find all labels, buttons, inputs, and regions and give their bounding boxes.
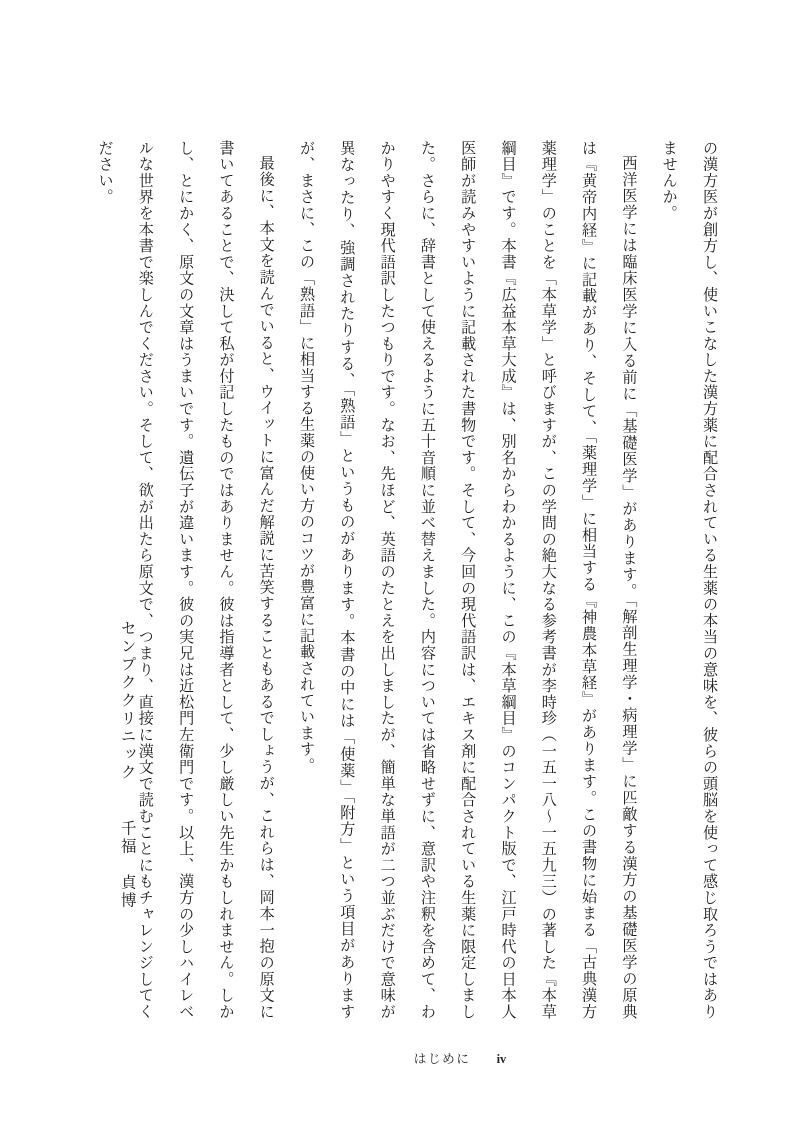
footer-page-number: iv [496,1052,507,1066]
paragraph-2: 西洋医学には臨床医学に入る前に「基礎医学」があります。「解剖生理学・病理学」に匹敵する漢方の基礎医学の原典は『黄帝内経』に記載があり、そして、「薬理学」に相当する『神農本草経』があります。この書物に始まる「古典漢方薬理学」のことを「本草学」と呼びますが、この学問の絶大なる参考書が李時珍（一五一八〜一五九三）の著した『本草綱目』です。本書『広益本草大成』は、別名からわかるように、この『本草綱目』のコンパクト版で、江戸時代の日本人医師が読みやすいように記載された書物です。そして、今回の現代語訳は、エキス剤に配合されている生薬に限定しました。さらに、辞書として使えるように五十音順に並べ替えました。内容については省略せずに、意訳や注釈を含めて、わかりやすく現代語訳したつもりです。なお、先ほど、英語のたとえを出しましたが、簡単な単語が二つ並ぶだけで意味が異なったり、強調されたりする、「熟語」というものがあります。本書の中には「使薬」「附方」という項目がありますが、まさに、この「熟語」に相当する生薬の使い方のコツが豊富に記載されています。 [298,140,639,1020]
paragraph-1: の漢方医が創方し、使いこなした漢方薬に配合されている生薬の本当の意味を、彼らの頭脳を使って感じ取ろうではありませんか。 [660,140,719,1020]
signature-name: 千福 貞博 [118,820,137,911]
paragraph-3: 最後に、本文を読んでいると、ウイットに富んだ解説に苦笑することもあるでしょうが、これらは、岡本一抱の原文に書いてあることで、決して私が付記したものではありません。彼は指導者として、少し厳しい先生かもしれません。しかし、とにかく、原文の文章はうまいです。遺伝子が違います。彼の実兄は近松門左衛門です。以上、漢方の少しハイレベルな世界を本書で楽しんでください。そして、欲が出たら原文で、つまり、直接に漢文で読むことにもチャレンジしてください。 [96,140,276,1020]
page-footer [0,1048,800,1067]
signature-clinic: センプククリニック [118,620,137,782]
footer-section-label: はじめに [413,1051,471,1066]
footer-inner [294,1048,506,1067]
signature-block [112,620,142,920]
